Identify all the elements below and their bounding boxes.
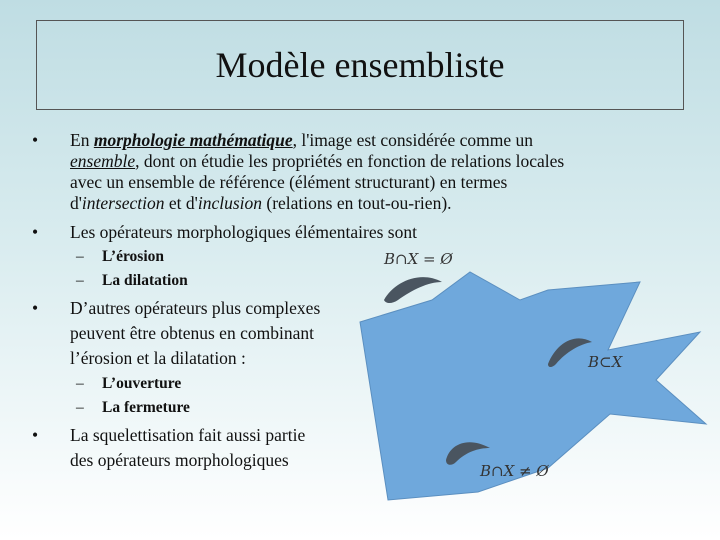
bullet-line: des opérateurs morphologiques <box>70 450 289 470</box>
bullet-line: La squelettisation fait aussi partie <box>70 425 306 445</box>
bullet-line: D’autres opérateurs plus complexes <box>70 298 321 318</box>
sub-item: – L’ouverture <box>76 375 182 392</box>
bullet-line: peuvent être obtenus en combinant <box>70 323 314 343</box>
formula-empty-intersection: B∩X = Ø <box>384 250 453 268</box>
term-morphologie: morphologie mathématique <box>93 130 293 150</box>
term-inclusion: inclusion <box>197 193 262 213</box>
bullet-line: En morphologie mathématique, l'image est considérée comme un <box>70 130 533 150</box>
dash-marker: – <box>76 399 84 416</box>
bullet-marker: • <box>32 130 39 150</box>
dash-marker: – <box>76 272 84 289</box>
bullet-marker: • <box>32 222 39 242</box>
formula-nonempty-intersection: B∩X ≠ Ø <box>480 462 549 480</box>
dash-marker: – <box>76 375 84 392</box>
bullet-line: avec un ensemble de référence (élément structurant) en termes <box>70 172 508 192</box>
slide-title: Modèle ensembliste <box>36 20 684 110</box>
term-ensemble: ensemble <box>70 151 136 171</box>
sub-item: – La fermeture <box>76 399 190 416</box>
bullet-line: l’érosion et la dilatation : <box>70 348 246 368</box>
bullet-marker: • <box>32 425 39 445</box>
bullet-item: • Les opérateurs morphologiques élémentaires sont <box>32 222 417 242</box>
bullet-line: d'intersection et d'inclusion (relations en tout-ou-rien). <box>70 193 452 213</box>
sub-item: – La dilatation <box>76 272 188 289</box>
bullet-line: ensemble, dont on étudie les propriétés en fonction de relations locales <box>70 151 565 171</box>
formula-inclusion: B⊂X <box>588 353 623 371</box>
bullet-marker: • <box>32 298 39 318</box>
term-intersection: intersection <box>81 193 165 213</box>
sub-item: – L’érosion <box>76 248 165 265</box>
dash-marker: – <box>76 248 84 265</box>
